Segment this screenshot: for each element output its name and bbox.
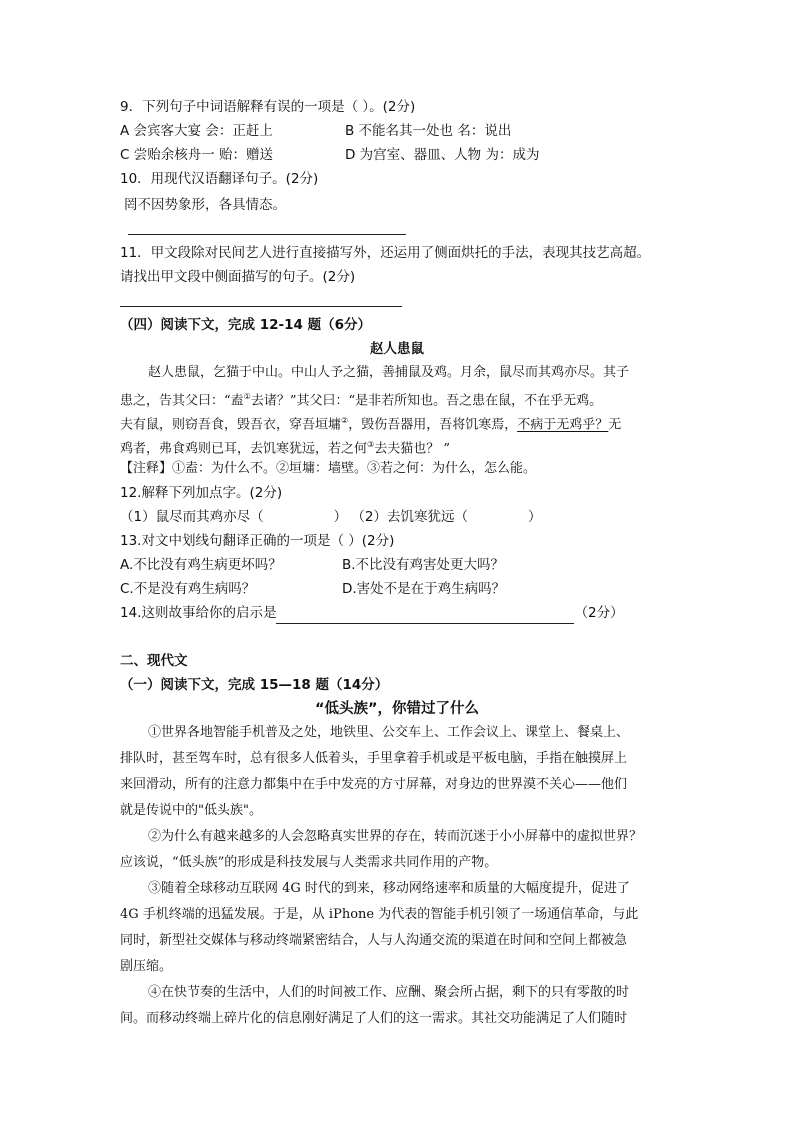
q13-option-d: D.害处不是在于鸡生病吗？: [342, 581, 506, 597]
q12-stem: 12.解释下列加点字。(2分): [120, 485, 283, 501]
section4-note: 【注释】①盍：为什么不。②垣墉：墙壁。③若之何：为什么，怎么能。: [120, 461, 537, 476]
footnote-mark: ①: [243, 392, 251, 401]
article-para3-line2: 4G 手机终端的迅猛发展。于是，从 iPhone 为代表的智能手机引领了一场通信革命，与此: [120, 907, 639, 922]
section4-title: 赵人患鼠: [370, 341, 424, 357]
underlined-sentence: 不病于无鸡乎？: [517, 417, 609, 433]
text-fragment: 去诸？”其父曰：“是非若所知也。吾之患在鼠，不在乎无鸡。: [250, 393, 603, 409]
q13-option-b: B.不比没有鸡害处更大吗？: [342, 557, 505, 573]
part2-subheading: （一）阅读下文，完成 15—18 题（14分）: [120, 677, 389, 693]
q14-answer-line: [276, 607, 574, 624]
article-para1-line4: 就是传说中的"低头族"。: [120, 803, 262, 818]
q14-text: 14.这则故事给你的启示是: [120, 605, 277, 621]
footnote-mark: ②: [341, 416, 349, 425]
text-fragment: ，毁伤吾器用，吾将饥寒焉，: [348, 417, 518, 433]
q13-stem: 13.对文中划线句翻译正确的一项是（ ）(2分): [120, 533, 395, 549]
paren-close: ）: [527, 509, 542, 525]
article-para1-line1: ①世界各地智能手机普及之处，地铁里、公交车上、工作会议上、课堂上、餐桌上、: [148, 725, 630, 740]
q12-item-2: ） （2）去饥寒犹远（: [333, 509, 468, 525]
article-para4-line1: ④在快节奏的生活中，人们的时间被工作、应酬、聚会所占据，剩下的只有零散的时: [148, 985, 630, 1000]
q13-option-a: A.不比没有鸡生病更坏吗？: [120, 557, 282, 573]
article-para3-line1: ③随着全球移动互联网 4G 时代的到来，移动网络速率和质量的大幅度提升，促进了: [148, 881, 630, 896]
article-para1-line3: 来回滑动，所有的注意力都集中在手中发亮的方寸屏幕，对身边的世界漠不关心——他们: [120, 777, 628, 792]
text-fragment: 夫有鼠，则窃吾食，毁吾衣，穿吾垣墉: [120, 417, 342, 433]
q9-option-c: C 尝贻余核舟一 贻：赠送: [120, 147, 274, 163]
q11-answer-line: [120, 306, 402, 307]
article-para1-line2: 排队时，甚至驾车时，总有很多人低着头，手里拿着手机或是平板电脑，手指在触摸屏上: [120, 751, 628, 766]
q9-option-b: B 不能名其一处也 名：说出: [345, 123, 512, 139]
q13-option-c: C.不是没有鸡生病吗？: [120, 581, 256, 597]
q10-answer-line: [128, 234, 406, 235]
footnote-mark: ③: [367, 440, 375, 449]
section4-text-line2: [120, 386, 602, 412]
article-para3-line3: 同时，新型社交媒体与移动终端紧密结合，人与人沟通交流的渠道在时间和空间上都被急: [120, 933, 628, 948]
q12-item-1: （1）鼠尽而其鸡亦尽（: [120, 509, 264, 525]
q9-option-d: D 为宫室、器皿、人物 为：成为: [345, 147, 540, 163]
article-title: “低头族”，你错过了什么: [314, 701, 480, 717]
q10-sentence: 罔不因势象形，各具情态。: [124, 197, 286, 213]
q14-score: （2分）: [574, 605, 624, 621]
text-fragment: 鸡者，弗食鸡则已耳，去饥寒犹远，若之何: [120, 441, 368, 457]
section4-heading: （四）阅读下文，完成 12-14 题（6分）: [120, 317, 371, 333]
q11-line1: 11．甲文段除对民间艺人进行直接描写外，还运用了侧面烘托的手法，表现其技艺高超。: [120, 245, 651, 261]
article-para4-line2: 间。而移动终端上碎片化的信息刚好满足了人们的这一需求。其社交功能满足了人们随时: [120, 1011, 628, 1026]
part2-heading: 二、现代文: [120, 653, 188, 669]
q9-stem: 9．下列句子中词语解释有误的一项是（ ）。(2分): [120, 99, 416, 115]
section4-text-line1: 赵人患鼠，乞猫于中山。中山人予之猫，善捕鼠及鸡。月余，鼠尽而其鸡亦尽。其子: [148, 365, 630, 380]
q12-items: [120, 506, 541, 528]
article-para2-line2: 应该说，“低头族”的形成是科技发展与人类需求共同作用的产物。: [120, 855, 498, 870]
article-para3-line4: 剧压缩。: [120, 959, 173, 974]
section4-text-line3: [120, 410, 621, 436]
q14-stem: [120, 602, 624, 624]
text-fragment: 无: [608, 417, 622, 433]
article-para2-line1: ②为什么有越来越多的人会忽略真实世界的存在，转而沉迷于小小屏幕中的虚拟世界？: [148, 829, 643, 844]
text-fragment: 患之，告其父曰：“盍: [120, 393, 244, 409]
q11-line2: 请找出甲文段中侧面描写的句子。(2分): [120, 269, 356, 285]
text-fragment: 去夫猫也？ ”: [374, 441, 450, 457]
section4-text-line4: [120, 434, 450, 460]
q10-stem: 10．用现代汉语翻译句子。(2分): [120, 171, 319, 187]
q9-option-a: A 会宾客大宴 会：正赶上: [120, 123, 273, 139]
